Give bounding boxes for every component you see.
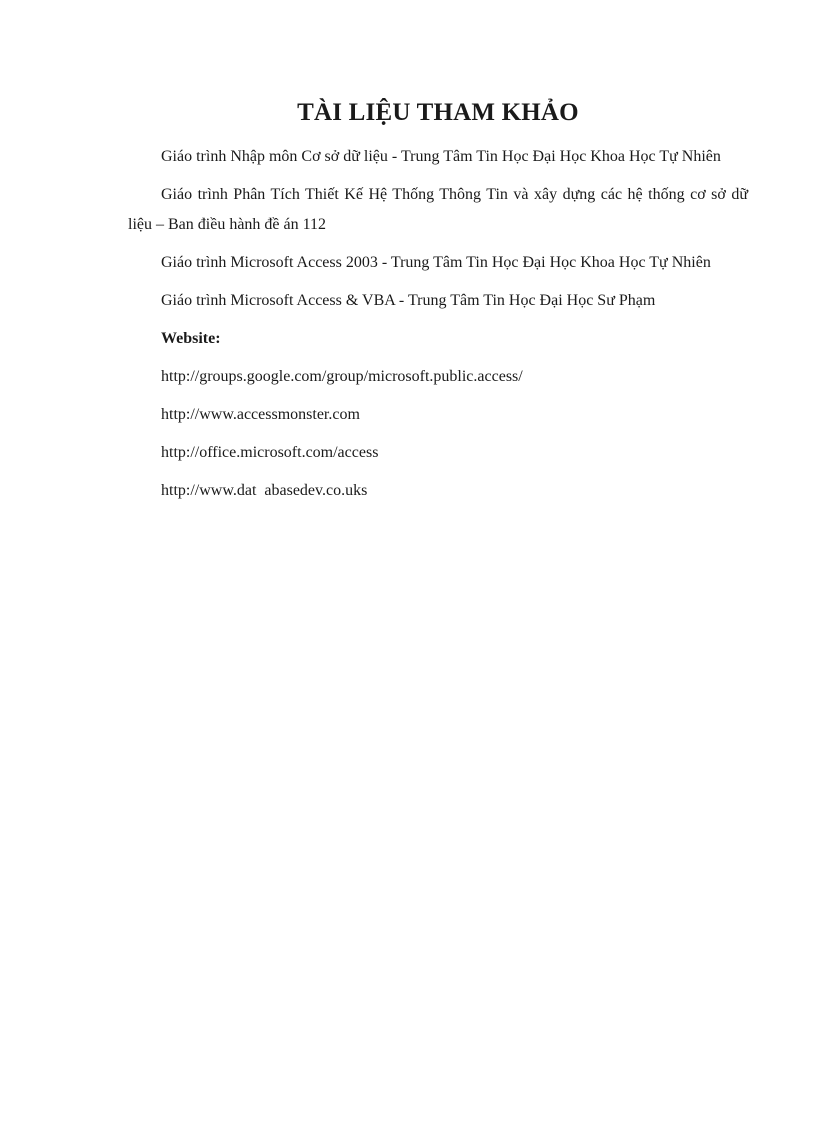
website-link[interactable]: http://www.accessmonster.com xyxy=(161,406,360,423)
page-title: TÀI LIỆU THAM KHẢO xyxy=(297,99,579,126)
website-list xyxy=(128,362,748,506)
website-link[interactable]: http://office.microsoft.com/access xyxy=(161,444,379,461)
website-link[interactable]: http://www.dat abasedev.co.uks xyxy=(161,482,368,499)
reference-item: Giáo trình Nhập môn Cơ sở dữ liệu - Trung Tâm Tin Học Đại Học Khoa Học Tự Nhiên xyxy=(161,148,721,165)
reference-item: Giáo trình Microsoft Access & VBA - Trung Tâm Tin Học Đại Học Sư Phạm xyxy=(161,292,656,309)
website-heading: Website: xyxy=(161,330,221,347)
document-page xyxy=(128,96,748,514)
reference-list xyxy=(128,142,748,316)
reference-item: Giáo trình Microsoft Access 2003 - Trung Tâm Tin Học Đại Học Khoa Học Tự Nhiên xyxy=(161,254,711,271)
website-link[interactable]: http://groups.google.com/group/microsoft.public.access/ xyxy=(161,368,523,385)
reference-item: Giáo trình Phân Tích Thiết Kế Hệ Thống Thông Tin và xây dựng các hệ thống cơ sở dữ liệu – Ban điều hành đề án 112 xyxy=(128,186,748,233)
